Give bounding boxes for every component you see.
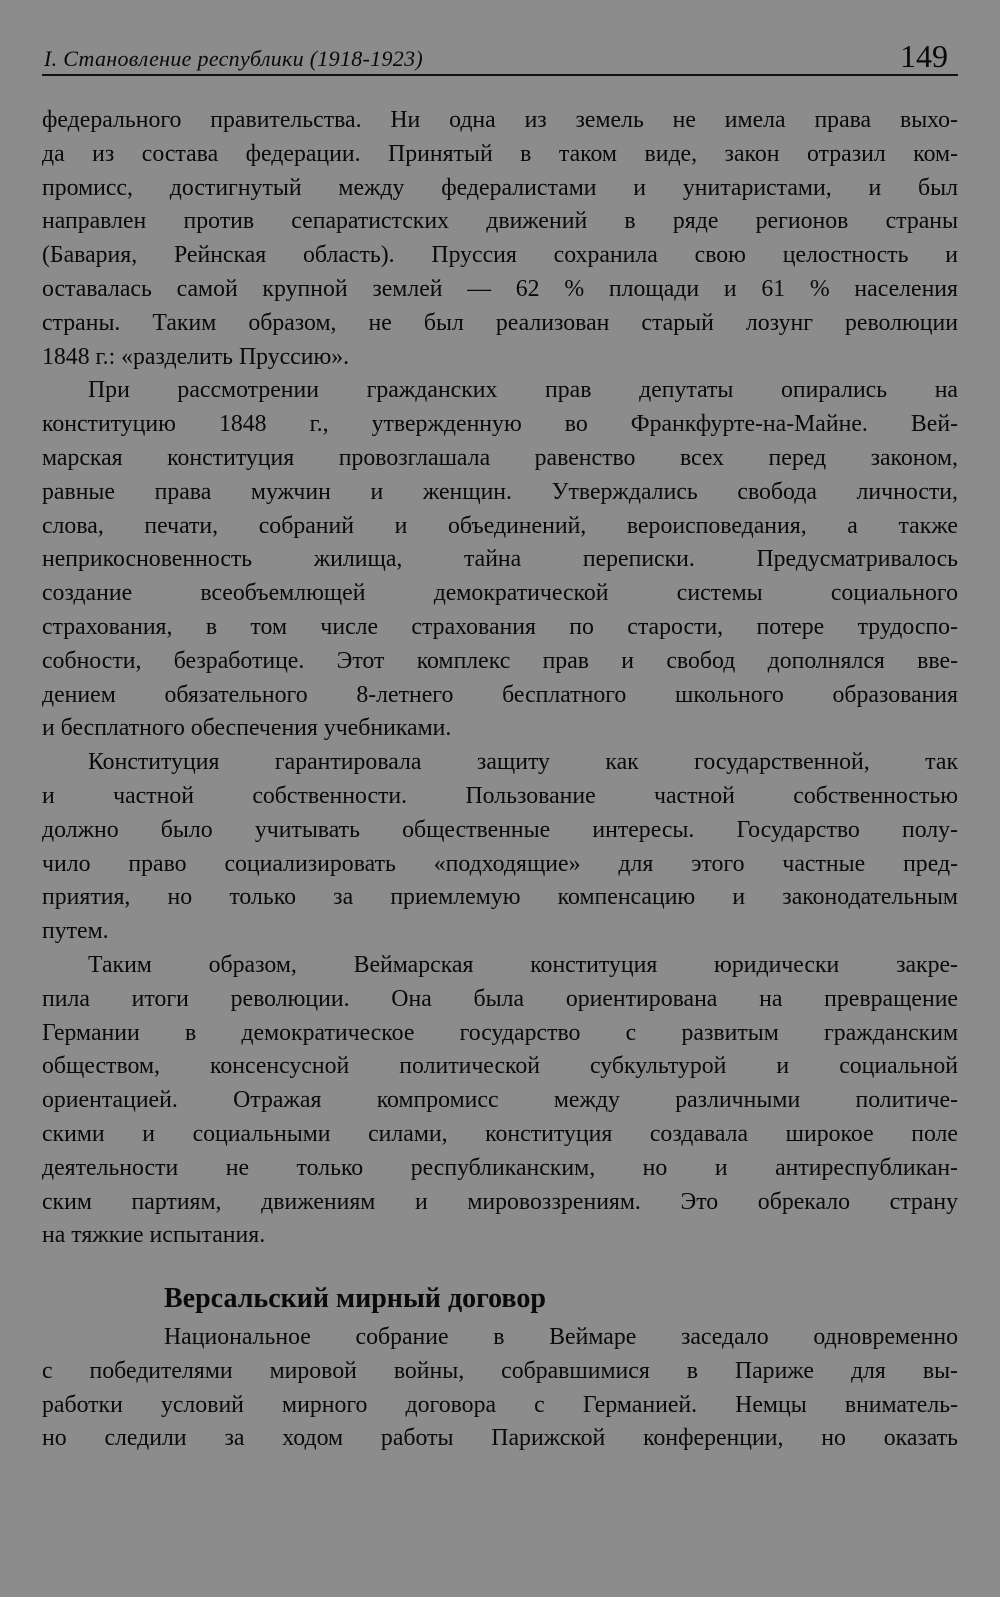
text-line: направлен против сепаратистских движений в ряде регионов страны xyxy=(42,208,958,235)
running-title: I. Становление республики (1918-1923) xyxy=(44,46,423,71)
text-line: слова, печати, собраний и объединений, вероисповедания, а также xyxy=(42,512,958,539)
text-line: приятия, но только за приемлемую компенсацию и законодательным xyxy=(42,884,958,911)
paragraph xyxy=(42,949,958,1253)
text-line: ориентацией. Отражая компромисс между различными политиче- xyxy=(42,1087,958,1114)
text-line: Конституция гарантировала защиту как государственной, так xyxy=(88,749,958,776)
text-line: страхования, в том числе страхования по старости, потере трудоспо- xyxy=(42,613,958,640)
paragraph xyxy=(42,104,958,374)
text-line: равные права мужчин и женщин. Утверждались свобода личности, xyxy=(42,478,958,505)
text-line: деятельности не только республиканским, но и антиреспубликан- xyxy=(42,1154,958,1181)
text-line: Национальное собрание в Веймаре заседало одновременно xyxy=(164,1324,958,1351)
section-heading: Версальский мирный договор xyxy=(164,1283,546,1315)
text-line: путем. xyxy=(42,918,109,945)
paragraph xyxy=(42,746,958,949)
text-line: должно было учитывать общественные интересы. Государство полу- xyxy=(42,816,958,843)
text-line: неприкосновенность жилища, тайна переписки. Предусматривалось xyxy=(42,546,958,573)
text-line: обществом, консенсусной политической субкультурой и социальной xyxy=(42,1053,958,1080)
text-line: пила итоги революции. Она была ориентирована на превращение xyxy=(42,985,958,1012)
text-line: марская конституция провозглашала равенство всех перед законом, xyxy=(42,444,958,471)
text-line: Таким образом, Веймарская конституция юридически закре- xyxy=(88,951,958,978)
text-line: да из состава федерации. Принятый в таком виде, закон отразил ком- xyxy=(42,140,958,167)
text-line: создание всеобъемлющей демократической системы социального xyxy=(42,580,958,607)
text-line: промисс, достигнутый между федералистами и унитаристами, и был xyxy=(42,174,958,201)
text-line: При рассмотрении гражданских прав депутаты опирались на xyxy=(88,377,958,404)
body-text xyxy=(42,104,958,1456)
text-line: оставалась самой крупной землей — 62 % площади и 61 % населения xyxy=(42,275,958,302)
text-line: но следили за ходом работы Парижской конференции, но оказать xyxy=(42,1425,958,1452)
text-line: собности, безработице. Этот комплекс прав и свобод дополнялся вве- xyxy=(42,647,958,674)
paragraph xyxy=(42,374,958,746)
running-header xyxy=(42,30,958,76)
book-page xyxy=(42,30,958,1456)
text-line: конституцию 1848 г., утвержденную во Франкфурте-на-Майне. Вей- xyxy=(42,411,958,438)
text-line: на тяжкие испытания. xyxy=(42,1222,266,1249)
text-line: Германии в демократическое государство с развитым гражданским xyxy=(42,1019,958,1046)
text-line: и частной собственности. Пользование частной собственностью xyxy=(42,782,958,809)
text-line: (Бавария, Рейнская область). Пруссия сохранила свою целостность и xyxy=(42,242,958,269)
text-line: дением обязательного 8-летнего бесплатного школьного образования xyxy=(42,681,958,708)
text-line: скими и социальными силами, конституция создавала широкое поле xyxy=(42,1120,958,1147)
paragraph xyxy=(42,1321,958,1456)
text-line: страны. Таким образом, не был реализован старый лозунг революции xyxy=(42,309,958,336)
text-line: ским партиям, движениям и мировоззрениям. Это обрекало страну xyxy=(42,1188,958,1215)
text-line: федерального правительства. Ни одна из земель не имела права выхо- xyxy=(42,107,958,133)
text-line: с победителями мировой войны, собравшимися в Париже для вы- xyxy=(42,1357,958,1384)
text-line: 1848 г.: «разделить Пруссию». xyxy=(42,343,350,370)
text-line: чило право социализировать «подходящие» для этого частные пред- xyxy=(42,850,958,877)
text-line: и бесплатного обеспечения учебниками. xyxy=(42,715,452,742)
text-line: работки условий мирного договора с Германией. Немцы вниматель- xyxy=(42,1391,958,1418)
page-number: 149 xyxy=(900,38,948,74)
